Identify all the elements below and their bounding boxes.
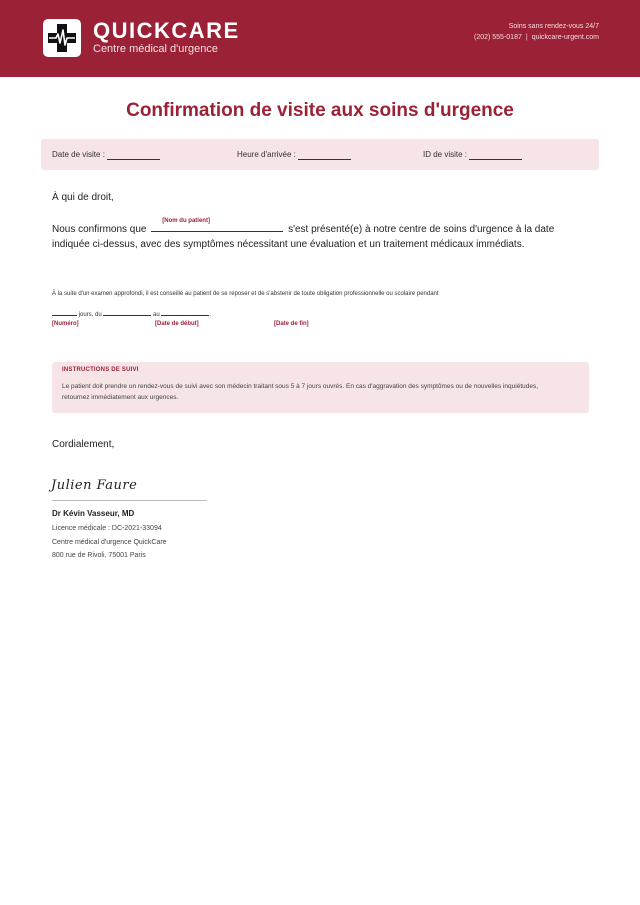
center-address: 800 rue de Rivoli, 75001 Paris: [52, 552, 146, 559]
visit-id-field: [423, 150, 522, 160]
confirmation-paragraph: [52, 218, 592, 252]
end-date-blank[interactable]: [161, 309, 212, 318]
arrival-time-label: Heure d'arrivée :: [237, 150, 296, 159]
visit-id-label: ID de visite :: [423, 150, 468, 159]
brand-subtitle: Centre médical d'urgence: [93, 43, 219, 55]
visit-date-label: Date de visite :: [52, 150, 105, 159]
arrival-time-blank[interactable]: [298, 151, 351, 160]
greeting: À qui de droit,: [52, 192, 114, 203]
medical-cross-heartbeat-icon: [43, 19, 81, 57]
signature-line: [52, 500, 207, 501]
end-punctuation: .: [209, 312, 212, 318]
medical-license: Licence médicale : DC-2021-33094: [52, 525, 162, 532]
phone-number: (202) 555-0187: [473, 34, 522, 41]
rest-period-line: [52, 309, 211, 319]
patient-name-blank[interactable]: [151, 218, 283, 232]
days-text: jours, du: [78, 312, 102, 318]
to-text: au: [153, 312, 160, 318]
handwritten-signature: Julien Faure: [51, 478, 138, 493]
patient-name-placeholder: [Nom du patient]: [162, 218, 210, 224]
visit-info-bar: [41, 139, 599, 170]
number-placeholder: [Numéro]: [52, 321, 79, 327]
followup-title: INSTRUCTIONS DE SUIVI: [62, 367, 139, 373]
visit-id-blank[interactable]: [469, 151, 522, 160]
visit-date-field: [52, 150, 160, 160]
arrival-time-field: [237, 150, 351, 160]
letterhead: [0, 0, 640, 77]
number-blank[interactable]: [52, 309, 77, 316]
followup-text: Le patient doit prendre un rendez-vous de suivi avec son médecin traitant sous 5 à 7 jours ouvrés. En cas d'aggravation des symptômes ou de nouvelles inquiétudes, retournez immédiatement aux urgences.: [62, 383, 539, 401]
followup-instructions-box: [52, 362, 589, 413]
doctor-name: Dr Kévin Vasseur, MD: [52, 509, 135, 518]
center-name: Centre médical d'urgence QuickCare: [52, 539, 167, 546]
confirm-text-before: Nous confirmons que: [52, 224, 147, 235]
start-date-placeholder: [Date de début]: [155, 321, 199, 327]
tagline: Soins sans rendez-vous 24/7: [508, 23, 599, 30]
rest-recommendation: À la suite d'un examen approfondi, il est conseillé au patient de se reposer et de s'abstenir de toute obligation professionnelle ou scolaire pendant: [52, 291, 439, 297]
closing: Cordialement,: [52, 439, 115, 450]
website-link[interactable]: quickcare-urgent.com: [531, 34, 599, 41]
confirm-text-after: s'est présenté(e) à notre centre de soins d'urgence à la date indiquée ci-dessus, avec des symptômes nécessitant une évaluation et un traitement médicaux immédiats.: [52, 224, 555, 250]
contact-separator: |: [525, 34, 528, 41]
document-title: Confirmation de visite aux soins d'urgence: [126, 100, 514, 121]
start-date-blank[interactable]: [103, 309, 151, 316]
contact-info: [474, 21, 599, 43]
brand-name: QUICKCARE: [93, 18, 240, 43]
end-date-placeholder: [Date de fin]: [274, 321, 309, 327]
visit-date-blank[interactable]: [107, 151, 160, 160]
